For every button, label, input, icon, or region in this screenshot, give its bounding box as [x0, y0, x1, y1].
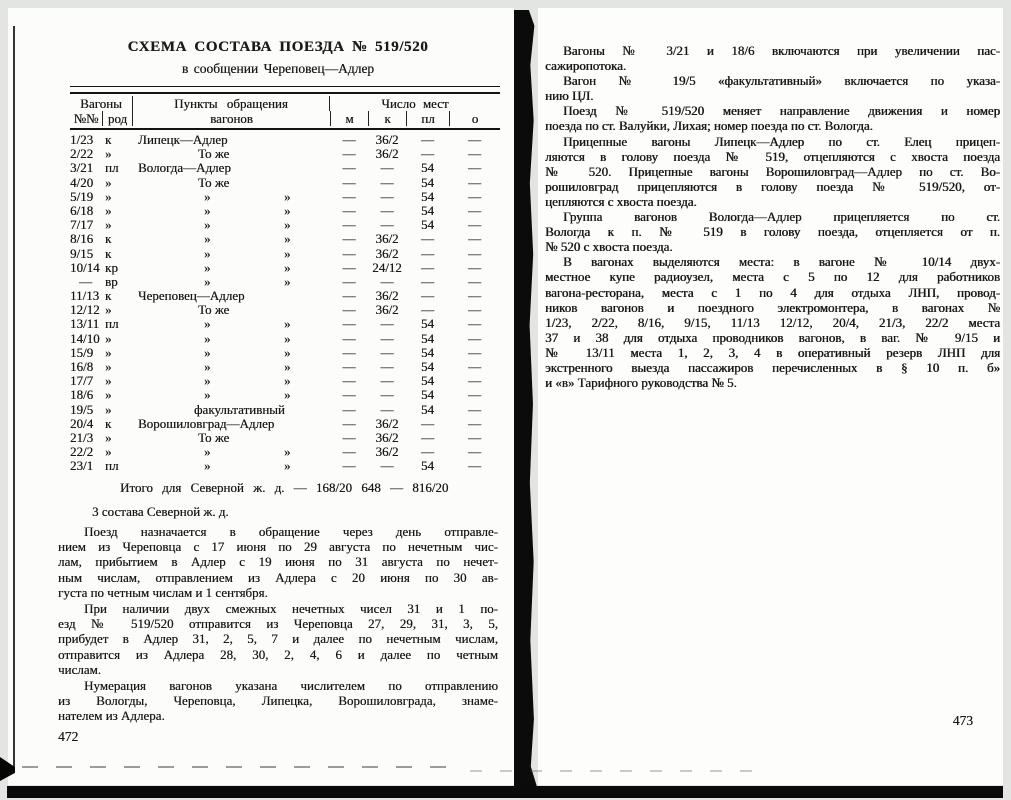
wagon-type: »	[105, 401, 112, 417]
text-line: ников вагонов и поездного электромонтера, в вагонах №	[545, 299, 1000, 315]
seats-k: 36/2	[375, 146, 399, 162]
table-row	[70, 176, 500, 190]
seats-o: —	[468, 132, 481, 147]
seats-pl: —	[421, 429, 434, 445]
paragraph	[545, 103, 1000, 133]
seats-k: —	[380, 387, 394, 403]
seats-k: 36/2	[375, 302, 399, 318]
table-row	[70, 261, 500, 275]
ditto-mark: »	[284, 330, 291, 346]
wagon-type: »	[105, 202, 112, 218]
scan-artifact-dashes	[22, 766, 452, 768]
wagon-type: »	[105, 174, 112, 190]
text-line: вагона-ресторана, места с 1 по 4 для отдыха ЛНП, провод-	[545, 284, 1000, 300]
route-cell	[132, 332, 330, 346]
wagon-type: пл	[105, 316, 119, 332]
ditto-mark: »	[284, 188, 291, 204]
text-line: нием из Череповца с 17 июня по 29 августа по нечетным чис-	[58, 538, 498, 554]
page-title: СХЕМА СОСТАВА ПОЕЗДА № 519/520	[127, 39, 429, 55]
seats-k: 36/2	[375, 444, 399, 460]
route-cell: Липецк—Адлер	[138, 132, 228, 147]
seats-o: —	[468, 330, 481, 346]
route-cell	[132, 204, 330, 218]
header-col-route: вагонов	[132, 111, 330, 126]
seats-m: —	[342, 160, 356, 176]
route-cell: Вологда—Адлер	[138, 160, 231, 176]
table-body	[70, 130, 500, 474]
text-line: Вагон № 19/5 «факультативный» включается по указа-	[563, 73, 1000, 89]
seats-m: —	[342, 217, 356, 233]
table-row	[70, 346, 500, 360]
paragraph	[58, 601, 498, 678]
seats-m: —	[342, 330, 356, 346]
route-cell: Череповец—Адлер	[138, 288, 245, 304]
wagon-number: 22/2	[70, 444, 94, 460]
text-line: цепляются с хвоста поезда.	[545, 193, 697, 209]
route-cell	[132, 388, 330, 402]
seats-pl: 54	[421, 188, 434, 204]
seats-pl: 54	[421, 217, 434, 233]
text-line: № 13/11 места 1, 2, 3, 4 в оперативный резерв ЛНП для	[545, 344, 1000, 360]
text-line: рошиловград прицепляются в голову поезда № 519/520, от-	[545, 178, 1000, 194]
ditto-mark: »	[284, 316, 291, 332]
wagon-number: 12/12	[70, 302, 100, 318]
train-composition-table	[70, 86, 500, 474]
wagon-type: кр	[105, 259, 118, 275]
ditto-mark: »	[204, 245, 211, 261]
text-line: нателем из Адлера.	[58, 708, 165, 724]
seats-m: —	[342, 458, 356, 474]
ditto-mark: »	[204, 231, 211, 247]
wagon-number: 10/14	[70, 259, 100, 275]
route-cell	[132, 374, 330, 388]
wagon-type: к	[105, 288, 112, 304]
table-header-subcolumns	[70, 111, 500, 126]
wagon-type: »	[105, 387, 112, 403]
table-row	[70, 303, 500, 317]
wagon-number: 18/6	[70, 387, 94, 403]
wagon-number: 13/11	[70, 316, 100, 332]
route-cell	[132, 275, 330, 289]
table-row	[70, 388, 500, 402]
wagon-type: пл	[105, 160, 119, 176]
left-page	[8, 8, 514, 785]
text-line: прибудет в Адлер 31, 2, 5, 7 и далее по нечетным числам,	[58, 631, 498, 647]
seats-pl: —	[421, 231, 434, 247]
header-group-wagons: Вагоны	[80, 96, 122, 111]
seats-o: —	[468, 429, 481, 445]
table-row	[70, 161, 500, 175]
right-page-paragraphs	[545, 43, 1000, 390]
right-page	[538, 8, 1003, 785]
paragraph	[545, 73, 1000, 103]
wagon-type: к	[105, 132, 112, 147]
seats-pl: —	[421, 146, 434, 162]
right-page-content	[545, 38, 1000, 390]
seats-o: —	[468, 188, 481, 204]
header-col-type: род	[102, 111, 132, 126]
route-cell	[132, 459, 330, 473]
ditto-mark: »	[284, 273, 291, 289]
seats-o: —	[468, 288, 481, 304]
wagon-type: »	[105, 444, 112, 460]
seats-m: —	[342, 259, 356, 275]
seats-m: —	[342, 202, 356, 218]
table-row	[70, 190, 500, 204]
ditto-mark: »	[204, 316, 211, 332]
seats-pl: 54	[421, 330, 434, 346]
ditto-mark: »	[204, 373, 211, 389]
seats-pl: —	[421, 288, 434, 304]
bottom-scan-band	[7, 786, 1003, 798]
paragraph	[545, 209, 1000, 254]
route-cell: То же	[198, 302, 230, 318]
text-line: 37 и 38 для отдыха проводников вагонов, в ваг. № 9/15 и	[545, 329, 1000, 345]
seats-k: 36/2	[375, 415, 399, 431]
seats-pl: 54	[421, 359, 434, 374]
ditto-mark: »	[204, 259, 211, 275]
table-row	[70, 360, 500, 374]
table-row	[70, 332, 500, 346]
ditto-mark: »	[204, 217, 211, 233]
table-row	[70, 431, 500, 445]
seats-m: —	[342, 429, 356, 445]
seats-m: —	[342, 273, 356, 289]
seats-k: —	[380, 316, 394, 332]
wagon-type: »	[105, 359, 112, 374]
route-cell: Ворошиловград—Адлер	[138, 415, 275, 431]
seats-pl: —	[421, 415, 434, 431]
seats-m: —	[342, 146, 356, 162]
text-line: экстренного выезда пассажиров перечисленных в § 10 п. б»	[545, 359, 1000, 375]
wagon-number: 11/13	[70, 288, 100, 304]
seats-k: —	[380, 273, 394, 289]
table-row	[70, 147, 500, 161]
seats-k: —	[380, 359, 394, 374]
seats-m: —	[342, 245, 356, 261]
wagon-number: 20/4	[70, 415, 94, 431]
header-col-k: к	[368, 111, 406, 126]
route-cell: То же	[198, 146, 230, 162]
route-cell: факультативный	[194, 401, 285, 417]
wagon-number: 9/15	[70, 245, 94, 261]
route-cell: То же	[198, 429, 230, 445]
composition-note: 3 состава Северной ж. д.	[92, 503, 229, 519]
wagon-number: 19/5	[70, 401, 94, 417]
seats-k: —	[380, 344, 394, 360]
seats-m: —	[342, 359, 356, 374]
text-line: Поезд № 519/520 меняет направление движения и номер	[563, 103, 1000, 119]
seats-o: —	[468, 415, 481, 431]
seats-k: 36/2	[375, 132, 399, 147]
wagon-number: —	[79, 273, 92, 289]
seats-o: —	[468, 344, 481, 360]
wagon-number: 8/16	[70, 231, 94, 247]
route-cell	[132, 247, 330, 261]
seats-pl: 54	[421, 160, 434, 176]
wagon-type: вр	[105, 273, 118, 289]
ditto-mark: »	[204, 273, 211, 289]
page-subtitle: в сообщении Череповец—Адлер	[181, 61, 375, 76]
seats-m: —	[342, 373, 356, 389]
text-line: Нумерация вагонов указана числителем по отправлению	[84, 677, 498, 693]
seats-o: —	[468, 160, 481, 176]
route-cell	[132, 261, 330, 275]
route-cell	[132, 190, 330, 204]
header-group-seats: Число мест	[381, 96, 449, 111]
text-line: и «в» Тарифного руководства № 5.	[545, 375, 737, 391]
text-line: № 520. Прицепные вагоны Ворошиловград—Адлер по ст. Во-	[545, 163, 1000, 179]
ditto-mark: »	[284, 344, 291, 360]
left-page-content	[58, 8, 498, 745]
seats-m: —	[342, 316, 356, 332]
ditto-mark: »	[204, 344, 211, 360]
table-row	[70, 133, 500, 147]
seats-m: —	[342, 188, 356, 204]
table-header-groups	[70, 96, 500, 111]
seats-o: —	[468, 231, 481, 247]
ditto-mark: »	[284, 359, 291, 374]
text-line: из Вологды, Череповца, Липецка, Ворошиловграда, знаме-	[58, 692, 498, 708]
header-group-route: Пункты обращения	[132, 96, 330, 111]
wagon-type: »	[105, 330, 112, 346]
seats-k: —	[380, 174, 394, 190]
wagon-type: »	[105, 146, 112, 162]
route-cell	[132, 218, 330, 232]
seats-pl: 54	[421, 344, 434, 360]
seats-k: 36/2	[375, 429, 399, 445]
page-number-left: 472	[58, 728, 79, 744]
page-number-right: 473	[952, 713, 973, 728]
route-cell: То же	[198, 174, 230, 190]
text-line: ляются в голову поезда № 519, отцепляются с хвоста поезда	[545, 148, 1000, 164]
ditto-mark: »	[284, 259, 291, 275]
seats-k: 36/2	[375, 245, 399, 261]
paragraph	[58, 678, 498, 724]
wagon-type: »	[105, 217, 112, 233]
table-top-rule	[70, 86, 500, 94]
ditto-mark: »	[204, 188, 211, 204]
text-line: № 520 с хвоста поезда.	[545, 239, 673, 255]
seats-k: 36/2	[375, 231, 399, 247]
wagon-number: 1/23	[70, 132, 94, 147]
seats-o: —	[468, 146, 481, 162]
seats-m: —	[342, 174, 356, 190]
table-row	[70, 289, 500, 303]
wagon-type: к	[105, 415, 112, 431]
table-row	[70, 204, 500, 218]
paragraph	[58, 524, 498, 601]
wagon-type: к	[105, 245, 112, 261]
text-line: ным числам, отправлением из Адлера с 20 июня по 30 ав-	[58, 569, 498, 585]
header-col-o: о	[449, 111, 500, 126]
seats-k: —	[380, 188, 394, 204]
seats-o: —	[468, 245, 481, 261]
ditto-mark: »	[284, 444, 291, 460]
seats-o: —	[468, 302, 481, 318]
wagon-number: 15/9	[70, 344, 94, 360]
seats-o: —	[468, 259, 481, 275]
seats-m: —	[342, 132, 356, 147]
ditto-mark: »	[284, 373, 291, 389]
total-row: Итого для Северной ж. д. — 168/20 648 — 816/20	[120, 479, 449, 495]
text-line: поезда по ст. Валуйки, Лихая; номер поезда по ст. Вологда.	[545, 118, 873, 134]
ditto-mark: »	[284, 217, 291, 233]
text-line: В вагонах выделяются места: в вагоне № 10/14 двух-	[563, 254, 1000, 270]
ditto-mark: »	[204, 387, 211, 403]
wagon-type: к	[105, 231, 112, 247]
seats-m: —	[342, 444, 356, 460]
wagon-number: 17/7	[70, 373, 94, 389]
wagon-number: 6/18	[70, 202, 94, 218]
text-line: При наличии двух смежных нечетных чисел 31 и 1 по-	[84, 600, 498, 616]
table-row	[70, 247, 500, 261]
seats-o: —	[468, 316, 481, 332]
table-row	[70, 275, 500, 289]
seats-pl: 54	[421, 387, 434, 403]
seats-pl: 54	[421, 202, 434, 218]
seats-pl: —	[421, 259, 434, 275]
paragraph	[545, 43, 1000, 73]
ditto-mark: »	[284, 245, 291, 261]
wagon-number: 23/1	[70, 458, 94, 474]
wagon-type: »	[105, 344, 112, 360]
binding-gutter	[514, 10, 538, 798]
seats-pl: —	[421, 273, 434, 289]
wagon-type: »	[105, 429, 112, 445]
text-line: отправится из Адлера 28, 30, 2, 4, 6 и далее по четным	[58, 646, 498, 662]
wagon-number: 7/17	[70, 217, 94, 233]
seats-pl: 54	[421, 174, 434, 190]
seats-o: —	[468, 174, 481, 190]
seats-pl: —	[421, 245, 434, 261]
scan-edge-line	[13, 26, 15, 770]
table-row	[70, 317, 500, 331]
seats-m: —	[342, 415, 356, 431]
route-cell	[132, 360, 330, 374]
text-line: езд № 519/520 отправится из Череповца 27, 29, 31, 3, 5,	[58, 615, 498, 631]
text-line: сажиропотока.	[545, 58, 627, 74]
scan-artifact-dashes	[470, 770, 770, 772]
table-row	[70, 403, 500, 417]
seats-o: —	[468, 217, 481, 233]
seats-k: —	[380, 330, 394, 346]
seats-pl: —	[421, 444, 434, 460]
wagon-type: »	[105, 302, 112, 318]
header-col-number: №№	[73, 111, 99, 126]
header-col-pl: пл	[406, 111, 449, 126]
seats-k: —	[380, 401, 394, 417]
table-row	[70, 445, 500, 459]
text-line: густа по четным числам и 1 сентября.	[58, 585, 268, 601]
seats-o: —	[468, 273, 481, 289]
text-line: Вологда к п. № 519 в голову поезда, отцепляется от п.	[545, 224, 1000, 240]
seats-m: —	[342, 387, 356, 403]
seats-k: 24/12	[372, 259, 402, 275]
seats-pl: —	[421, 132, 434, 147]
seats-o: —	[468, 401, 481, 417]
wagon-type: »	[105, 373, 112, 389]
seats-k: 36/2	[375, 288, 399, 304]
ditto-mark: »	[284, 458, 291, 474]
ditto-mark: »	[204, 202, 211, 218]
seats-pl: —	[421, 302, 434, 318]
text-line: местное купе радиоузел, места с 5 по 12 для работников	[545, 269, 1000, 285]
seats-k: —	[380, 373, 394, 389]
table-row	[70, 232, 500, 246]
seats-m: —	[342, 231, 356, 247]
seats-pl: 54	[421, 458, 434, 474]
route-cell	[132, 232, 330, 246]
wagon-type: »	[105, 188, 112, 204]
wagon-type: пл	[105, 458, 119, 474]
seats-m: —	[342, 288, 356, 304]
text-line: Вагоны № 3/21 и 18/6 включаются при увеличении пас-	[563, 43, 1000, 58]
seats-k: —	[380, 458, 394, 474]
wagon-number: 2/22	[70, 146, 94, 162]
ditto-mark: »	[204, 359, 211, 374]
table-row	[70, 218, 500, 232]
table-row	[70, 374, 500, 388]
seats-o: —	[468, 359, 481, 374]
seats-m: —	[342, 302, 356, 318]
seats-pl: 54	[421, 401, 434, 417]
text-line: нию ЦЛ.	[545, 88, 594, 104]
seats-m: —	[342, 401, 356, 417]
wagon-number: 16/8	[70, 359, 94, 374]
wagon-number: 5/19	[70, 188, 94, 204]
route-cell	[132, 445, 330, 459]
text-line: Группа вагонов Вологда—Адлер прицепляется по ст.	[563, 209, 1000, 225]
text-line: числам.	[58, 662, 101, 678]
seats-pl: 54	[421, 373, 434, 389]
seats-k: —	[380, 160, 394, 176]
ditto-mark: »	[204, 458, 211, 474]
ditto-mark: »	[284, 231, 291, 247]
seats-o: —	[468, 387, 481, 403]
seats-k: —	[380, 202, 394, 218]
paragraph	[545, 254, 1000, 390]
header-col-m: м	[330, 111, 368, 126]
wagon-number: 3/21	[70, 160, 94, 176]
wagon-number: 21/3	[70, 429, 94, 445]
paragraph	[545, 134, 1000, 209]
seats-m: —	[342, 344, 356, 360]
seats-o: —	[468, 444, 481, 460]
table-row	[70, 417, 500, 431]
route-cell	[132, 317, 330, 331]
text-line: Прицепные вагоны Липецк—Адлер по ст. Елец прицеп-	[563, 133, 1000, 149]
text-line: 1/23, 2/22, 8/16, 9/15, 11/13 12/12, 20/4, 21/3, 22/2 места	[545, 314, 1000, 330]
seats-o: —	[468, 458, 481, 474]
seats-o: —	[468, 373, 481, 389]
ditto-mark: »	[204, 444, 211, 460]
table-row	[70, 459, 500, 473]
seats-pl: 54	[421, 316, 434, 332]
wagon-number: 14/10	[70, 330, 100, 346]
text-line: Поезд назначается в обращение через день отправле-	[84, 523, 498, 539]
seats-k: —	[380, 217, 394, 233]
ditto-mark: »	[284, 387, 291, 403]
route-cell	[132, 346, 330, 360]
seats-o: —	[468, 202, 481, 218]
wagon-number: 4/20	[70, 174, 94, 190]
text-line: лам, прибытием в Адлер с 19 июня по 31 августа по нечет-	[58, 554, 498, 570]
ditto-mark: »	[204, 330, 211, 346]
left-page-paragraphs	[58, 524, 498, 724]
ditto-mark: »	[284, 202, 291, 218]
